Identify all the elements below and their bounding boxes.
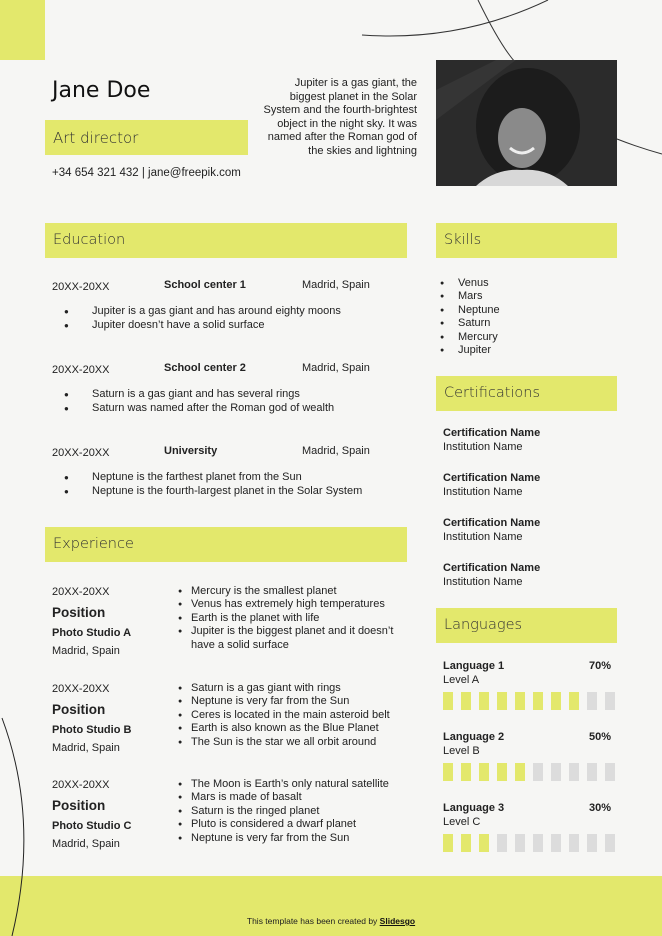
certification-name: Certification Name	[443, 517, 541, 529]
exp-date: 20XX-20XX	[52, 779, 110, 791]
level-bar-empty	[569, 763, 579, 781]
exp-place: Madrid, Spain	[52, 742, 120, 754]
level-bar-filled	[443, 763, 453, 781]
level-bar-filled	[479, 834, 489, 852]
language-level: Level B	[443, 745, 480, 757]
language-name: Language 1	[443, 660, 505, 672]
intro-text: Jupiter is a gas giant, the biggest planet in the Solar System and the fourth-brightest object in the night sky. It was named after the Roman god of the skies and lightning	[263, 77, 417, 157]
skill-item: ● Jupiter	[440, 344, 500, 357]
certification-item	[443, 472, 613, 499]
language-name: Language 2	[443, 731, 505, 743]
skill-item: ● Mars	[440, 290, 500, 303]
exp-position: Position	[52, 605, 106, 620]
edu-school: University	[164, 445, 218, 457]
certifications-title: Certifications	[444, 385, 541, 401]
certification-item	[443, 427, 613, 454]
level-bar-filled	[569, 692, 579, 710]
level-bar-empty	[605, 834, 615, 852]
skills-title: Skills	[444, 232, 482, 248]
level-bar-empty	[551, 763, 561, 781]
level-bar-empty	[515, 834, 525, 852]
portrait-image	[436, 60, 617, 186]
education-entry	[52, 364, 382, 380]
skill-item: ● Saturn	[440, 317, 500, 330]
edu-date: 20XX-20XX	[52, 364, 110, 376]
slidesgo-link[interactable]: Slidesgo	[379, 916, 416, 926]
footer-text: This template has been created by	[246, 916, 380, 926]
bullet-item: ● Saturn was named after the Roman god of wealth	[62, 402, 334, 416]
language-level-bars	[443, 692, 615, 710]
edu-bullets	[62, 305, 341, 332]
language-item	[443, 802, 618, 854]
bullet-item: ● Neptune is very far from the Sun	[178, 832, 413, 845]
certification-name: Certification Name	[443, 427, 541, 439]
language-item	[443, 660, 618, 712]
exp-studio: Photo Studio C	[52, 820, 132, 832]
exp-studio: Photo Studio B	[52, 724, 132, 736]
experience-title: Experience	[53, 536, 134, 552]
edu-place: Madrid, Spain	[302, 279, 370, 291]
edu-date: 20XX-20XX	[52, 447, 110, 459]
level-bar-empty	[605, 763, 615, 781]
level-bar-filled	[443, 834, 453, 852]
level-bar-empty	[587, 763, 597, 781]
level-bar-filled	[479, 692, 489, 710]
edu-place: Madrid, Spain	[302, 445, 370, 457]
language-level: Level C	[443, 816, 481, 828]
institution-name: Institution Name	[443, 575, 523, 588]
footer	[0, 876, 662, 936]
level-bar-filled	[497, 763, 507, 781]
level-bar-filled	[443, 692, 453, 710]
exp-date: 20XX-20XX	[52, 683, 110, 695]
experience-entry-meta	[52, 779, 172, 854]
exp-studio: Photo Studio A	[52, 627, 132, 639]
exp-bullets	[178, 778, 413, 845]
contact-info: +34 654 321 432 | jane@freepik.com	[52, 167, 241, 179]
level-bar-filled	[461, 692, 471, 710]
edu-date: 20XX-20XX	[52, 281, 110, 293]
level-bar-filled	[515, 763, 525, 781]
bullet-item: ● Ceres is located in the main asteroid belt	[178, 709, 413, 722]
level-bar-empty	[587, 692, 597, 710]
education-entry	[52, 281, 382, 297]
level-bar-empty	[569, 834, 579, 852]
exp-place: Madrid, Spain	[52, 838, 120, 850]
bullet-item: ● Mercury is the smallest planet	[178, 585, 413, 598]
languages-header	[436, 608, 617, 643]
exp-bullets	[178, 682, 413, 749]
certifications-header	[436, 376, 617, 411]
bullet-item: ● Jupiter is a gas giant and has around eighty moons	[62, 305, 341, 319]
candidate-name: Jane Doe	[52, 78, 151, 103]
bullet-item: ● Neptune is the fourth-largest planet in the Solar System	[62, 485, 362, 499]
exp-place: Madrid, Spain	[52, 645, 120, 657]
certification-name: Certification Name	[443, 562, 541, 574]
exp-date: 20XX-20XX	[52, 586, 110, 598]
level-bar-filled	[551, 692, 561, 710]
bullet-item: ● Mars is made of basalt	[178, 791, 413, 804]
bullet-item: ● Saturn is a gas giant and has several rings	[62, 388, 334, 402]
bullet-item: ● The Moon is Earth’s only natural satellite	[178, 778, 413, 791]
exp-position: Position	[52, 702, 106, 717]
exp-position: Position	[52, 798, 106, 813]
exp-bullets	[178, 585, 413, 652]
bullet-item: ● Pluto is considered a dwarf planet	[178, 818, 413, 831]
education-entry	[52, 447, 382, 463]
bullet-item: ● The Sun is the star we all orbit around	[178, 736, 413, 749]
edu-bullets	[62, 388, 334, 415]
level-bar-empty	[533, 834, 543, 852]
bullet-item: ● Earth is the planet with life	[178, 612, 413, 625]
level-bar-empty	[587, 834, 597, 852]
edu-school: School center 1	[164, 279, 246, 291]
skill-item: ● Venus	[440, 277, 500, 290]
bullet-item: ● Earth is also known as the Blue Planet	[178, 722, 413, 735]
certification-item	[443, 562, 613, 589]
level-bar-empty	[497, 834, 507, 852]
level-bar-empty	[605, 692, 615, 710]
language-level-bars	[443, 763, 615, 781]
certification-item	[443, 517, 613, 544]
level-bar-filled	[461, 834, 471, 852]
level-bar-filled	[461, 763, 471, 781]
institution-name: Institution Name	[443, 485, 523, 498]
skills-list	[440, 277, 500, 357]
bullet-item: ● Jupiter is the biggest planet and it doesn’t have a solid surface	[178, 625, 413, 652]
role-banner	[45, 120, 248, 155]
edu-bullets	[62, 471, 362, 498]
edu-place: Madrid, Spain	[302, 362, 370, 374]
certification-name: Certification Name	[443, 472, 541, 484]
language-percent: 30%	[589, 802, 612, 814]
institution-name: Institution Name	[443, 530, 523, 543]
corner-accent-block	[0, 0, 45, 60]
footer-credit	[0, 916, 662, 926]
edu-school: School center 2	[164, 362, 246, 374]
education-header	[45, 223, 407, 258]
bullet-item: ● Venus has extremely high temperatures	[178, 598, 413, 611]
language-level-bars	[443, 834, 615, 852]
role-title: Art director	[53, 129, 139, 147]
bullet-item: ● Neptune is very far from the Sun	[178, 695, 413, 708]
education-title: Education	[53, 232, 126, 248]
experience-entry-meta	[52, 586, 172, 661]
level-bar-empty	[533, 763, 543, 781]
level-bar-empty	[551, 834, 561, 852]
bullet-item: ● Neptune is the farthest planet from the Sun	[62, 471, 362, 485]
bullet-item: ● Saturn is a gas giant with rings	[178, 682, 413, 695]
language-percent: 70%	[589, 660, 612, 672]
level-bar-filled	[533, 692, 543, 710]
bullet-item: ● Saturn is the ringed planet	[178, 805, 413, 818]
level-bar-filled	[515, 692, 525, 710]
profile-photo	[436, 60, 617, 186]
language-name: Language 3	[443, 802, 505, 814]
experience-entry-meta	[52, 683, 172, 758]
language-item	[443, 731, 618, 783]
level-bar-filled	[479, 763, 489, 781]
language-level: Level A	[443, 674, 480, 686]
experience-header	[45, 527, 407, 562]
institution-name: Institution Name	[443, 440, 523, 453]
bullet-item: ● Jupiter doesn’t have a solid surface	[62, 319, 341, 333]
skills-header	[436, 223, 617, 258]
languages-title: Languages	[444, 617, 523, 633]
skill-item: ● Mercury	[440, 331, 500, 344]
language-percent: 50%	[589, 731, 612, 743]
skill-item: ● Neptune	[440, 304, 500, 317]
level-bar-filled	[497, 692, 507, 710]
